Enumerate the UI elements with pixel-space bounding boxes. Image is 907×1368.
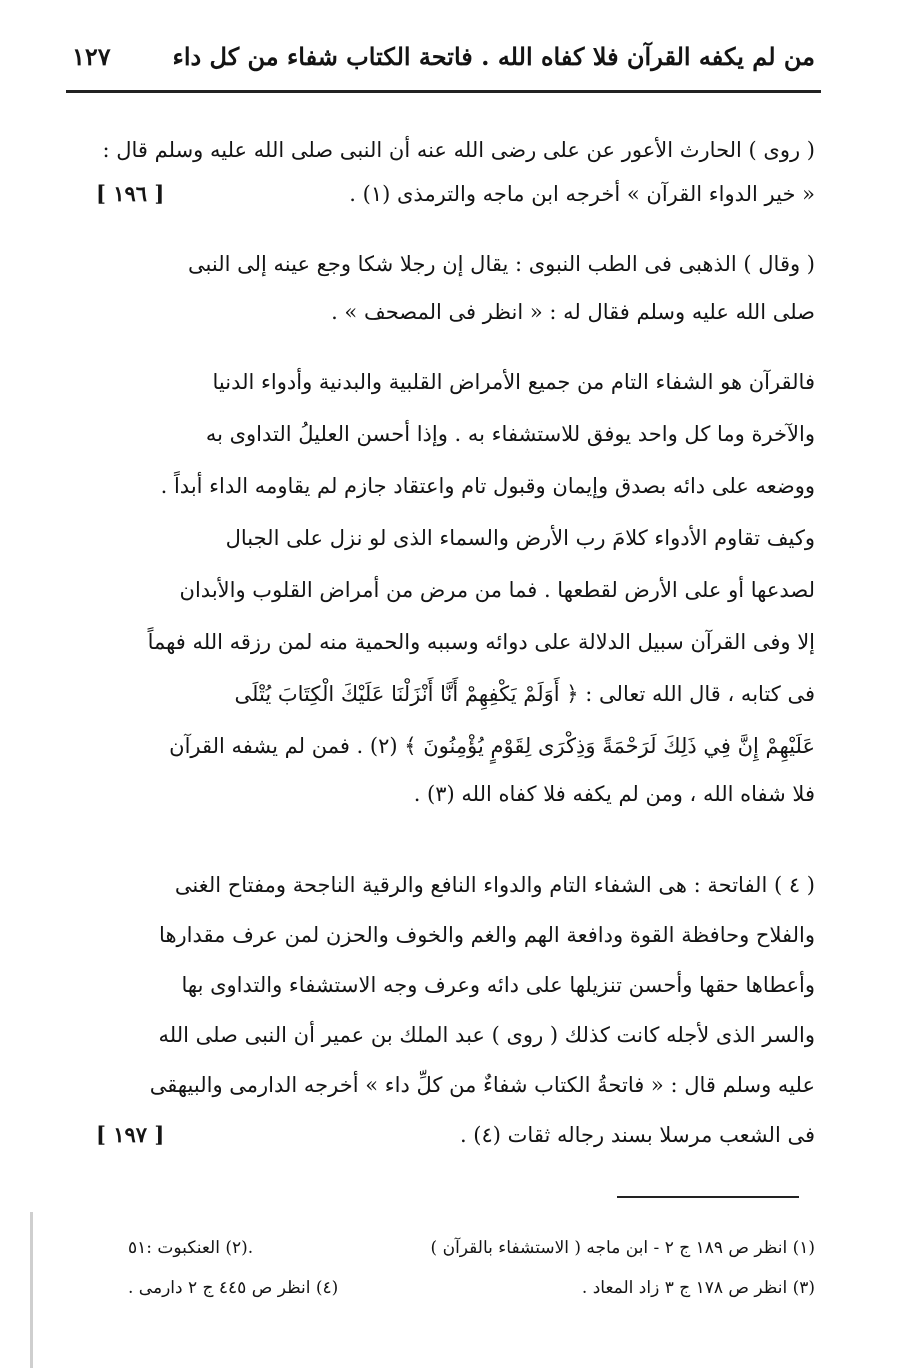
text-line-content: فالقرآن هو الشفاء التام من جميع الأمراض القلبية والبدنية وأدواء الدنيا <box>212 370 815 394</box>
text-line-content: وأعطاها حقها وأحسن تنزيلها على دائه وعرف وجه الاستشفاء والتداوى بها <box>181 973 815 997</box>
text-line-content: « خير الدواء القرآن » أخرجه ابن ماجه والترمذى (١) . <box>349 182 815 206</box>
paragraph-hadith-196 <box>96 128 815 216</box>
running-title: من لم يكفه القرآن فلا كفاه الله . فاتحة الكتاب شفاء من كل داء <box>172 41 815 71</box>
hadith-number: [ ١٩٧ ] <box>96 1122 165 1147</box>
text-line <box>96 408 815 460</box>
paragraph-quran-healing <box>96 356 815 816</box>
text-line <box>96 860 815 910</box>
footnote-line <box>128 1268 815 1308</box>
text-line <box>96 1110 815 1160</box>
text-line-content: عَلَيْهِمْ إِنَّ فِي ذَلِكَ لَرَحْمَةً وَذِكْرَى لِقَوْمٍ يُؤْمِنُونَ ﴾ (٢) . فمن لم يشفه القرآن <box>169 734 815 758</box>
text-line <box>96 616 815 668</box>
text-line <box>96 910 815 960</box>
text-line-content: ( ٤ ) الفاتحة : هى الشفاء التام والدواء النافع والرقية الناجحة ومفتاح الغنى <box>174 873 815 897</box>
text-line <box>96 564 815 616</box>
text-line-content: صلى الله عليه وسلم فقال له : « انظر فى المصحف » . <box>331 300 815 324</box>
footnote-4: (٤) انظر ص ٤٤٥ ج ٢ دارمى . <box>128 1278 339 1298</box>
text-line <box>96 240 815 288</box>
text-line-content: والآخرة وما كل واحد يوفق للاستشفاء به . وإذا أحسن العليلُ التداوى به <box>205 422 815 446</box>
footnote-2: .(٢) العنكبوت :٥١ <box>128 1238 254 1258</box>
text-line <box>96 172 815 216</box>
text-line <box>96 512 815 564</box>
footnote-1: (١) انظر ص ١٨٩ ج ٢ - ابن ماجه ( الاستشفاء بالقرآن ) <box>430 1238 815 1258</box>
text-line-content: وكيف تقاوم الأدواء كلامَ رب الأرض والسماء الذى لو نزل على الجبال <box>225 526 815 550</box>
page-header <box>72 28 815 84</box>
page-number: ١٢٧ <box>72 41 111 71</box>
text-line <box>96 1060 815 1110</box>
text-line-content: إلا وفى القرآن سبيل الدلالة على دوائه وسببه والحمية منه لمن رزقه الله فهماً <box>147 630 815 654</box>
quran-verse-line <box>96 720 815 772</box>
text-line <box>96 460 815 512</box>
text-line <box>96 772 815 816</box>
header-rule <box>66 90 821 93</box>
paragraph-dhahabi <box>96 240 815 336</box>
footnote-3: (٣) انظر ص ١٧٨ ج ٣ زاد المعاد . <box>581 1278 815 1298</box>
text-line <box>96 288 815 336</box>
page-edge-shadow <box>30 1212 33 1368</box>
text-line <box>96 1010 815 1060</box>
text-line-content: والسر الذى لأجله كانت كذلك ( روى ) عبد الملك بن عمير أن النبى صلى الله <box>158 1023 815 1047</box>
text-line <box>96 128 815 172</box>
text-line-content: فى الشعب مرسلا بسند رجاله ثقات (٤) . <box>459 1123 815 1147</box>
text-line-content: ( روى ) الحارث الأعور عن على رضى الله عنه أن النبى صلى الله عليه وسلم قال : <box>102 138 815 162</box>
text-line-content: فى كتابه ، قال الله تعالى : ﴿ أَوَلَمْ يَكْفِهِمْ أَنَّا أَنْزَلْنَا عَلَيْكَ الْكِتَابَ يُتْلَى <box>234 682 815 706</box>
text-line <box>96 356 815 408</box>
footnote-line <box>128 1228 815 1268</box>
footnotes <box>128 1228 815 1308</box>
text-line-content: ( وقال ) الذهبى فى الطب النبوى : يقال إن رجلا شكا وجع عينه إلى النبى <box>188 252 815 276</box>
paragraph-fatiha <box>96 860 815 1160</box>
text-line <box>96 960 815 1010</box>
text-line-content: لصدعها أو على الأرض لقطعها . فما من مرض من أمراض القلوب والأبدان <box>179 578 815 602</box>
quran-verse-line <box>96 668 815 720</box>
footnote-rule <box>617 1196 799 1198</box>
hadith-number: [ ١٩٦ ] <box>96 181 165 206</box>
text-line-content: والفلاح وحافظة القوة ودافعة الهم والغم والخوف والحزن لمن عرف مقدارها <box>159 923 815 947</box>
text-line-content: فلا شفاه الله ، ومن لم يكفه فلا كفاه الله (٣) . <box>413 782 815 806</box>
text-line-content: عليه وسلم قال : « فاتحةُ الكتاب شفاءٌ من كلِّ داء » أخرجه الدارمى والبيهقى <box>149 1073 815 1097</box>
text-line-content: ووضعه على دائه بصدق وإيمان وقبول تام واعتقاد جازم لم يقاومه الداء أبداً . <box>160 474 815 498</box>
